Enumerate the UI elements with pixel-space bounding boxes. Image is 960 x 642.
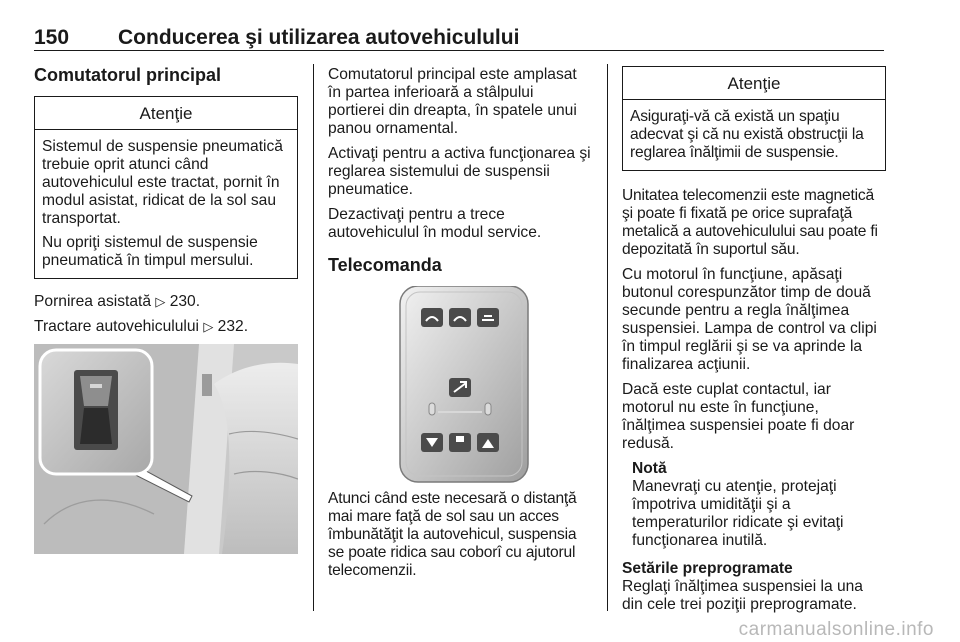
cross-reference[interactable] xyxy=(34,293,298,311)
cross-reference-page: 232. xyxy=(217,318,249,335)
page-header xyxy=(34,20,884,51)
column-left xyxy=(34,66,298,343)
section-title-remote: Telecomanda xyxy=(328,255,442,275)
column-divider xyxy=(313,64,314,611)
chapter-title: Conducerea şi utilizarea autovehiculului xyxy=(118,26,520,49)
paragraph: Unitatea telecomenzii este magnetică şi poate fi fixată pe orice suprafaţă metalică a autovehiculului sau poate fi depozitată în suportul său. xyxy=(622,187,878,258)
warning-text: Asiguraţi-vă că există un spaţiu adecvat şi că nu există obstrucţii la reglarea înălţimii de suspensie. xyxy=(630,108,864,161)
page-number: 150 xyxy=(34,26,70,49)
cross-reference-text: Pornirea asistată xyxy=(34,293,152,310)
watermark: carmanualsonline.info xyxy=(738,619,934,640)
note-text: Manevraţi cu atenţie, protejaţi împotriva umidităţii şi a temperaturilor ridicate şi evitaţi funcţionarea inutilă. xyxy=(632,478,844,549)
remote-control-drawing xyxy=(328,286,592,484)
warning-title: Atenţie xyxy=(623,67,885,100)
cross-reference-page: 230. xyxy=(169,293,201,310)
preset-buttons xyxy=(421,308,499,327)
warning-box xyxy=(622,66,886,171)
paragraph: Dezactivaţi pentru a trece autovehiculul în modul service. xyxy=(328,206,542,241)
note-block xyxy=(622,460,886,550)
indicator-lamp xyxy=(485,403,491,415)
remote-control-illustration xyxy=(328,286,592,484)
indicator-lamp xyxy=(429,403,435,415)
paragraph: Comutatorul principal este amplasat în partea inferioară a stâlpului portierei din dreapta, în spatele unui panou ornamental. xyxy=(328,66,577,137)
height-buttons xyxy=(421,433,499,452)
paragraph: Activaţi pentru a activa funcţionarea şi reglarea sistemului de suspensii pneumatice. xyxy=(328,145,591,198)
subsection-title: Setările preprogramate xyxy=(622,560,793,577)
page-reference-icon: ▷ xyxy=(203,319,214,334)
column-right xyxy=(622,66,886,614)
warning-box xyxy=(34,96,298,279)
paragraph: Cu motorul în funcţiune, apăsaţi butonul corespunzător timp de două secunde pentru a regla înălţimea suspensiei. Lampa de control va clipi în timpul reglării şi se va aprinde la finalizarea acţiunii. xyxy=(622,266,877,373)
column-middle xyxy=(328,66,592,587)
section-title-main-switch: Comutatorul principal xyxy=(34,65,222,85)
paragraph: Dacă este cuplat contactul, iar motorul nu este în funcţiune, înălţimea suspensiei poate fi doar redusă. xyxy=(622,381,855,452)
page-reference-icon: ▷ xyxy=(155,294,166,309)
paragraph: Atunci când este necesară o distanţă mai mare faţă de sol sau un acces îmbunătăţit la autovehicul, suspensia se poate ridica sau coborî cu ajutorul telecomenzii. xyxy=(328,490,577,579)
note-title: Notă xyxy=(632,460,667,477)
paragraph: Reglaţi înălţimea suspensiei la una din cele trei poziţii preprogramate. xyxy=(622,578,863,613)
main-switch-illustration xyxy=(34,344,298,554)
cross-reference-text: Tractare autovehiculului xyxy=(34,318,199,335)
cross-reference[interactable] xyxy=(34,318,298,336)
main-switch-drawing xyxy=(34,344,298,554)
warning-text: Nu opriţi sistemul de suspensie pneumatică în timpul mersului. xyxy=(42,234,258,269)
warning-title: Atenţie xyxy=(35,97,297,130)
column-divider xyxy=(607,64,608,611)
warning-text: Sistemul de suspensie pneumatică trebuie oprit atunci când autovehiculul este tractat, pornit în modul asistat, ridicat de la sol sau transportat. xyxy=(42,138,283,227)
